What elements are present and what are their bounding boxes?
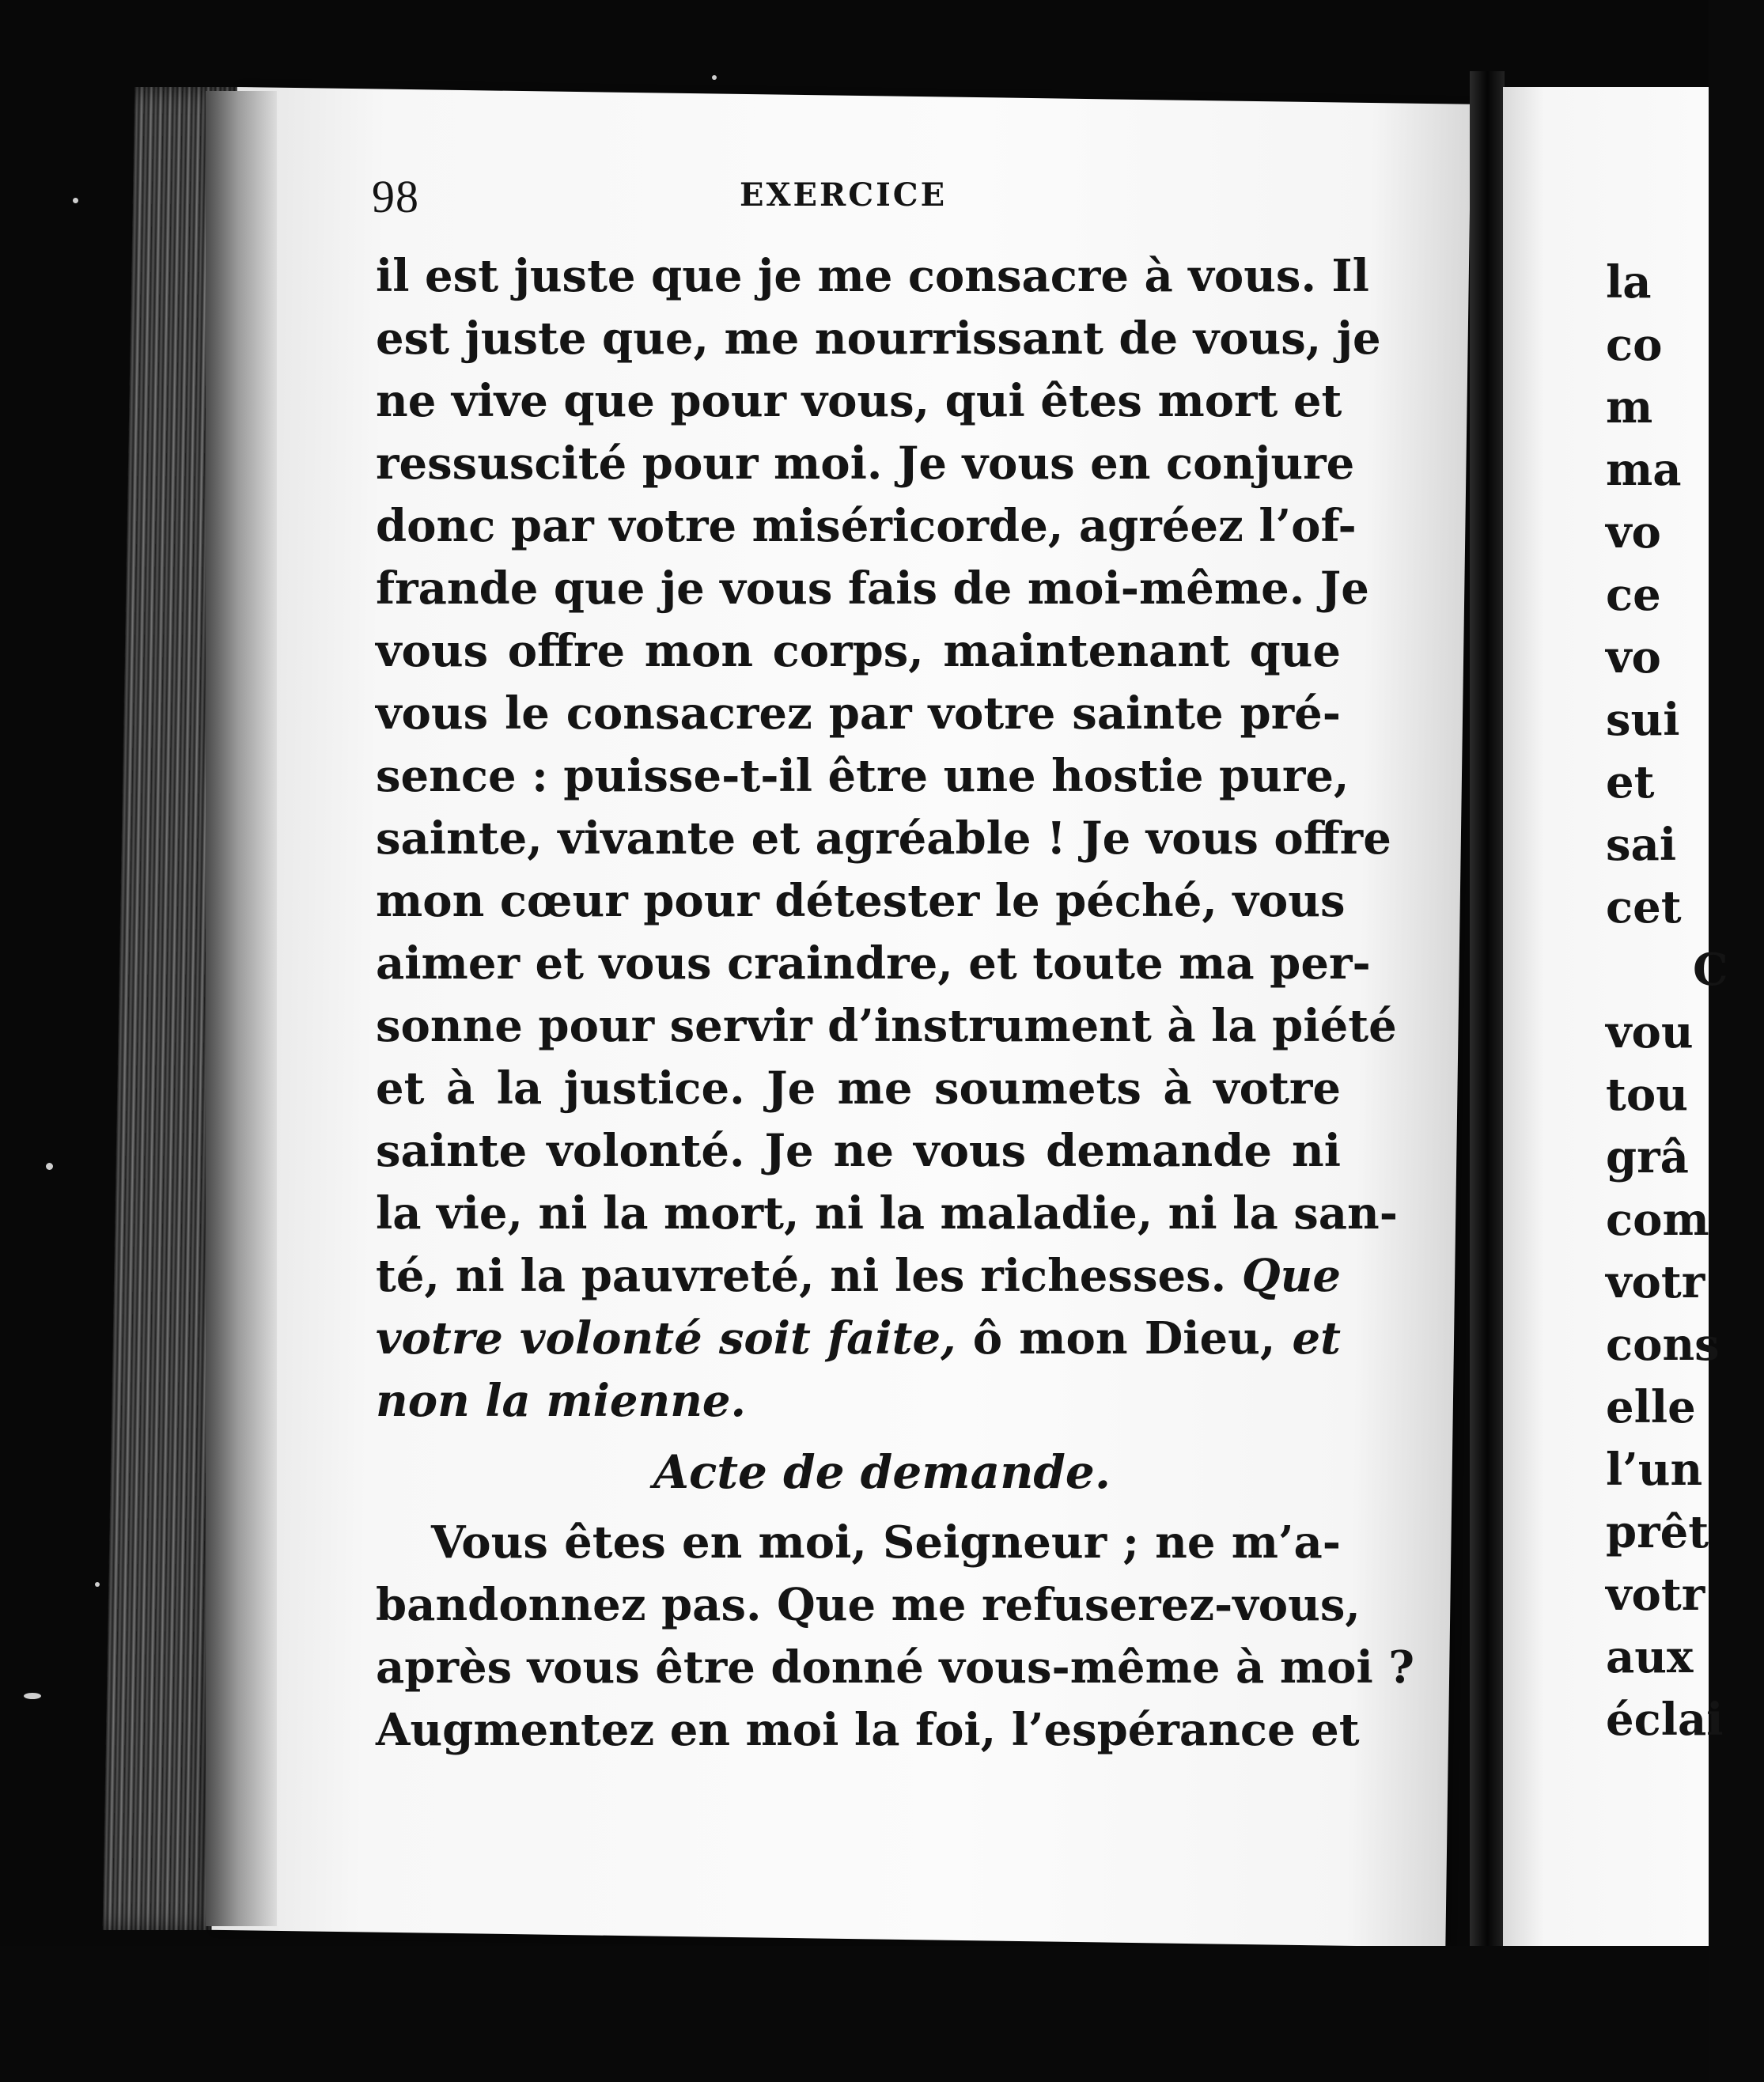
running-head: EXERCICE xyxy=(740,176,948,214)
right-fragment: éclai xyxy=(1606,1694,1724,1746)
page-header xyxy=(372,170,1345,225)
right-fragment: C xyxy=(1693,944,1728,996)
right-fragment: vou xyxy=(1606,1006,1694,1058)
right-fragment: ce xyxy=(1606,569,1661,621)
line-plain: ô mon Dieu, xyxy=(972,1312,1276,1365)
text-line: mon cœur pour détester le péché, vous xyxy=(376,875,1346,927)
text-line: ne vive que pour vous, qui êtes mort et xyxy=(376,375,1342,427)
text-line: frande que je vous fais de moi-même. Je xyxy=(376,562,1369,615)
scan-background-bottom xyxy=(0,1946,1709,2082)
text-line: vous offre mon corps, maintenant que xyxy=(376,625,1341,677)
right-fragment: aux xyxy=(1606,1631,1694,1683)
right-fragment: l’un xyxy=(1606,1444,1703,1496)
line-plain: té, ni la pauvreté, ni les richesses. xyxy=(376,1250,1227,1302)
text-line: est juste que, me nourrissant de vous, je xyxy=(376,312,1381,365)
text-line: donc par votre miséricorde, agréez l’of- xyxy=(376,500,1357,552)
page-shadow xyxy=(206,91,277,1926)
right-fragment: sai xyxy=(1606,819,1677,871)
right-fragment: votr xyxy=(1606,1569,1705,1621)
text-line: Augmentez en moi la foi, l’espérance et xyxy=(376,1704,1360,1756)
dust-speck xyxy=(46,1163,53,1170)
text-line: et à la justice. Je me soumets à votre xyxy=(376,1062,1341,1115)
right-page-text xyxy=(1606,252,1764,1751)
text-line: sainte volonté. Je ne vous demande ni xyxy=(376,1125,1341,1177)
text-line xyxy=(376,1308,1341,1370)
dust-speck xyxy=(73,198,78,203)
right-fragment: cet xyxy=(1606,881,1682,933)
right-fragment: votr xyxy=(1606,1256,1705,1308)
right-fragment: prêt xyxy=(1606,1506,1709,1558)
text-line: la vie, ni la mort, ni la maladie, ni la san- xyxy=(376,1187,1398,1240)
text-line: sonne pour servir d’instrument à la piété xyxy=(376,1000,1397,1052)
text-line: aimer et vous craindre, et toute ma per- xyxy=(376,937,1371,990)
text-line xyxy=(376,1245,1341,1308)
right-fragment: sui xyxy=(1606,694,1680,746)
right-fragment: ma xyxy=(1606,444,1682,496)
right-fragment: vo xyxy=(1606,631,1661,683)
right-fragment: vo xyxy=(1606,506,1661,558)
text-line: il est juste que je me consacre à vous. Il xyxy=(376,250,1369,302)
dust-speck xyxy=(95,1582,100,1587)
line-italic: et xyxy=(1292,1312,1342,1365)
section-heading: Acte de demande. xyxy=(653,1445,1111,1499)
right-fragment: cons xyxy=(1606,1319,1720,1371)
right-fragment: tou xyxy=(1606,1069,1688,1121)
right-fragment: com xyxy=(1606,1194,1709,1246)
body-text xyxy=(376,245,1415,1762)
right-fragment: et xyxy=(1606,756,1655,808)
text-line: ressuscité pour moi. Je vous en conjure xyxy=(376,437,1355,490)
right-fragment: la xyxy=(1606,256,1652,309)
right-fragment: m xyxy=(1606,381,1653,433)
text-line: sence : puisse-t-il être une hostie pure, xyxy=(376,750,1349,802)
line-italic: non la mienne. xyxy=(376,1375,747,1427)
dust-speck xyxy=(24,1693,41,1699)
text-line xyxy=(376,1370,1341,1433)
text-line: sainte, vivante et agréable ! Je vous offre xyxy=(376,812,1391,865)
text-line: Vous êtes en moi, Seigneur ; ne m’a- xyxy=(431,1516,1341,1569)
line-italic: votre volonté soit faite, xyxy=(376,1312,956,1365)
right-fragment: co xyxy=(1606,319,1663,371)
dust-speck xyxy=(712,75,717,80)
text-line: après vous être donné vous-même à moi ? xyxy=(376,1641,1415,1694)
right-fragment: grâ xyxy=(1606,1131,1689,1183)
text-line: bandonnez pas. Que me refuserez-vous, xyxy=(376,1579,1361,1631)
book-gutter xyxy=(1470,71,1505,1954)
line-italic: Que xyxy=(1241,1250,1342,1302)
right-fragment: elle xyxy=(1606,1381,1696,1433)
text-line: vous le consacrez par votre sainte pré- xyxy=(376,687,1341,740)
page-number: 98 xyxy=(372,171,419,222)
